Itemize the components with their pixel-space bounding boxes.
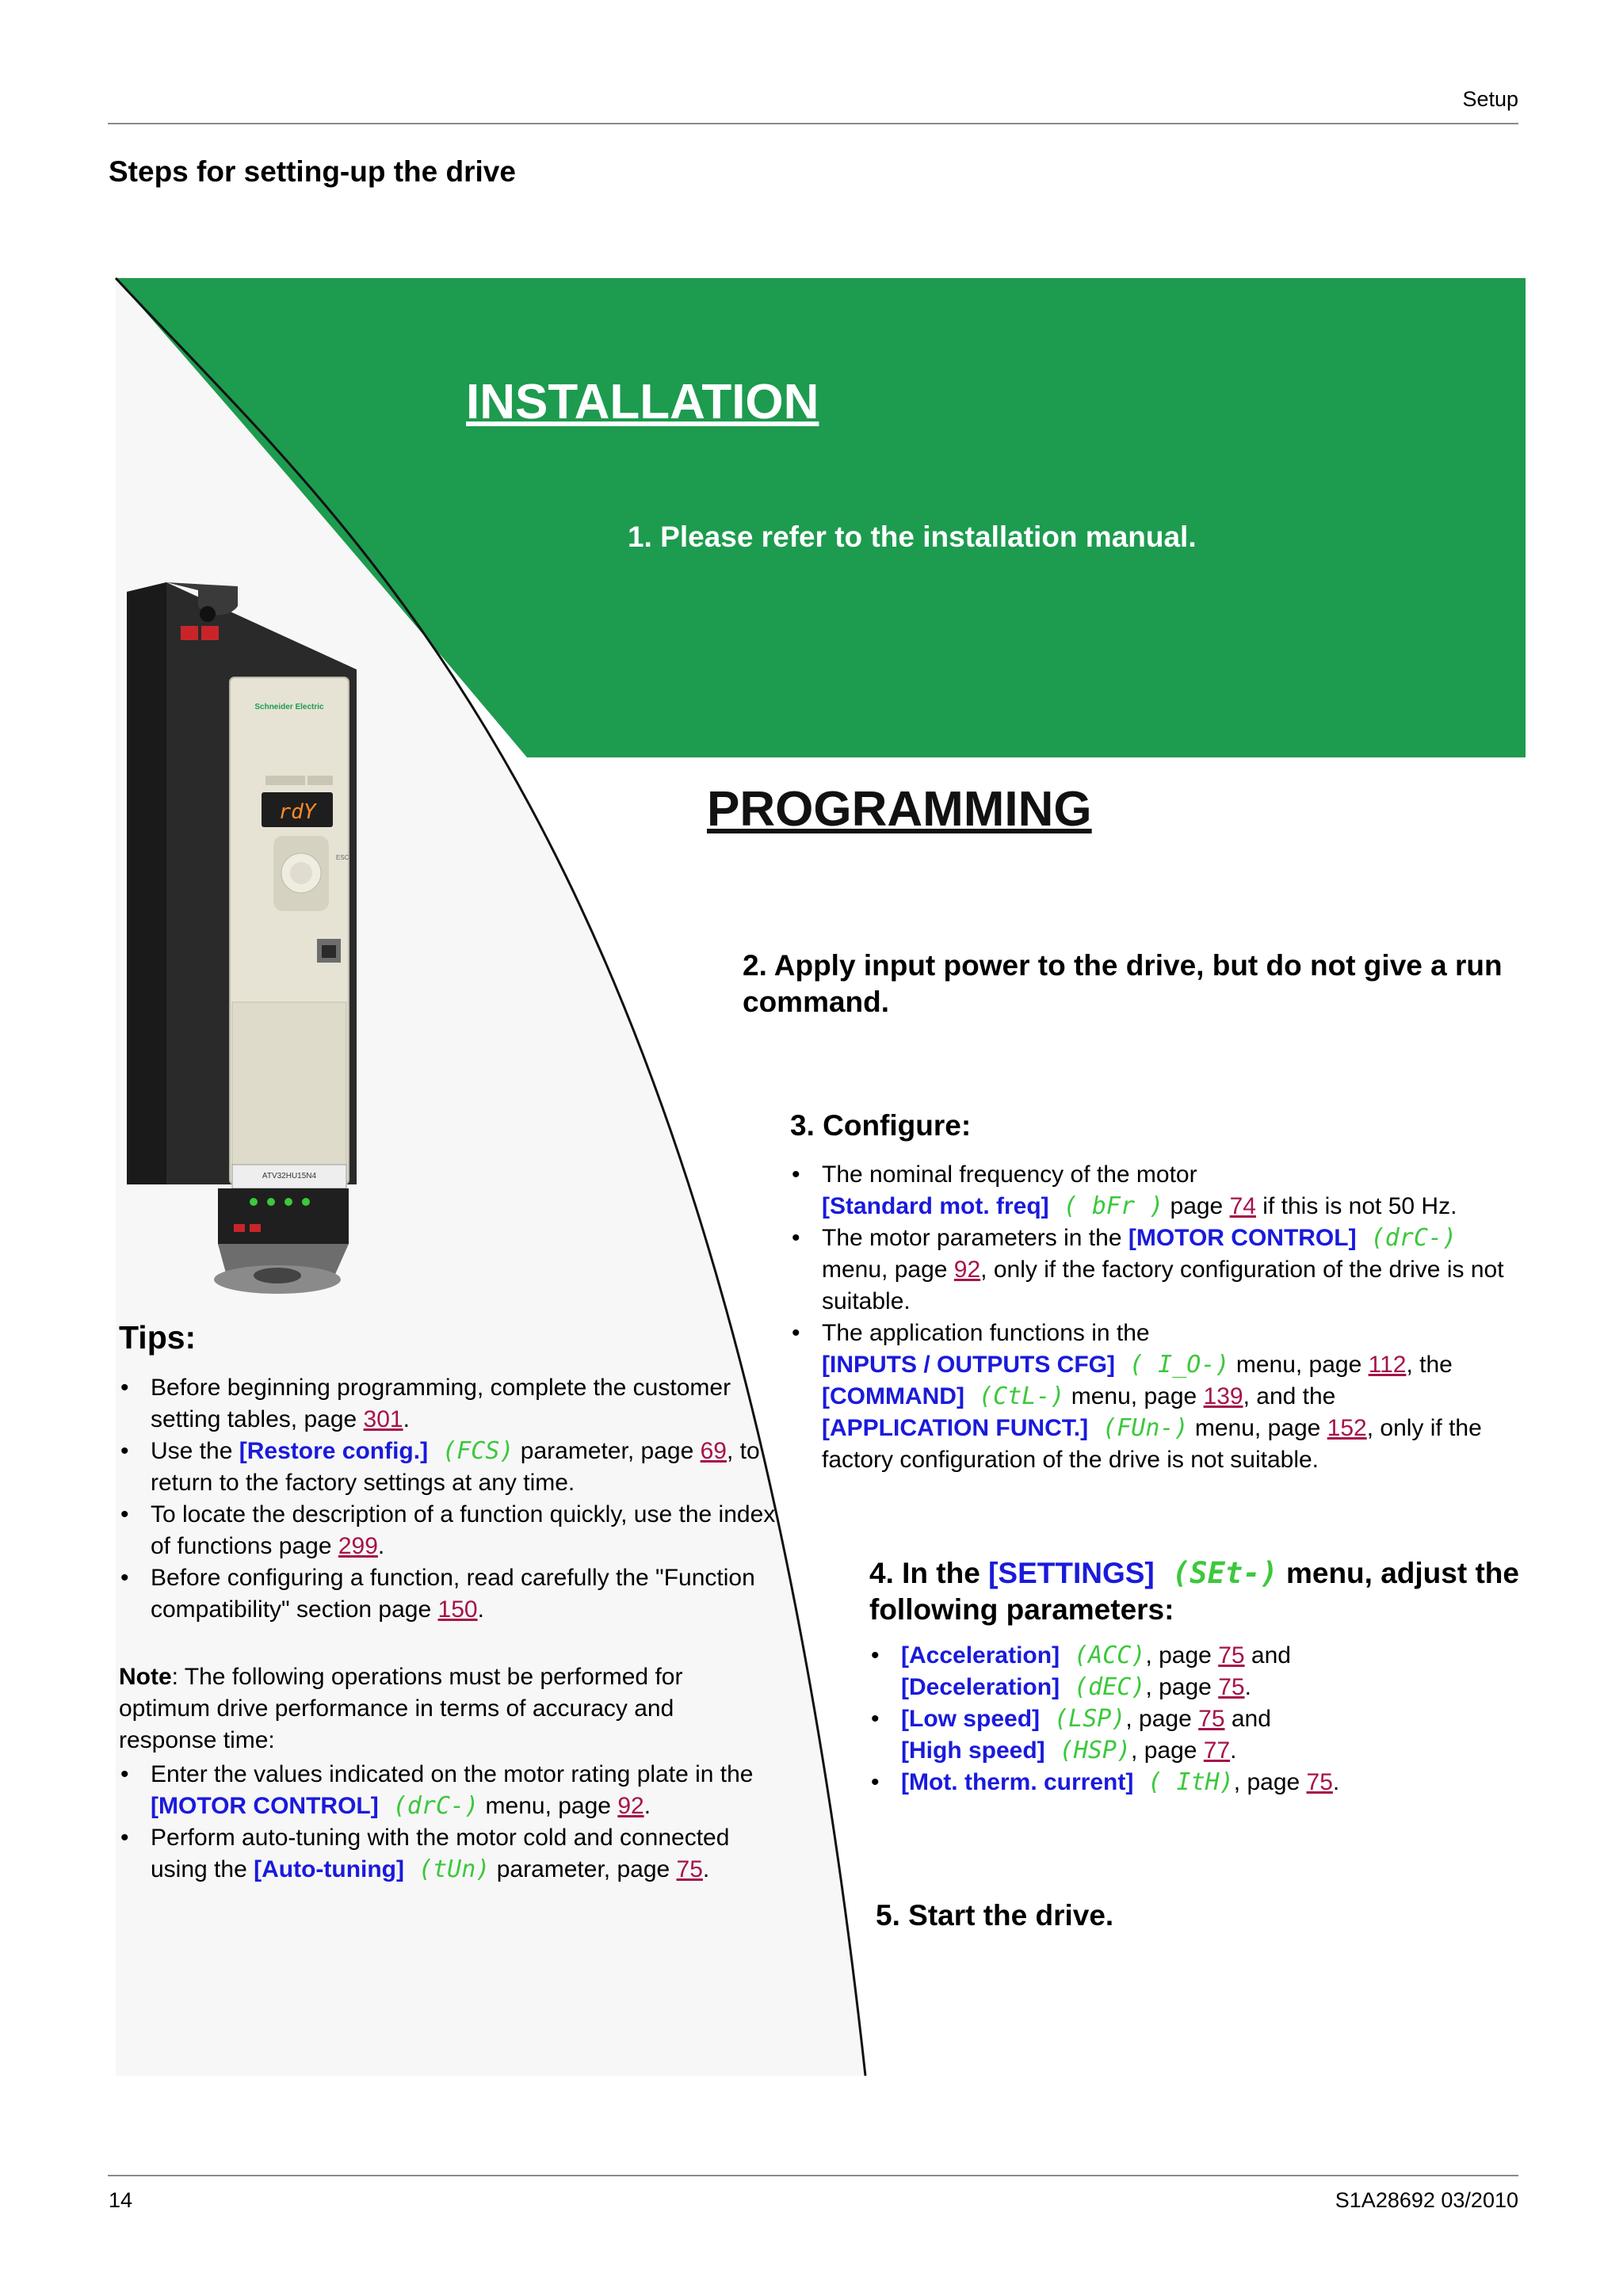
parameter-code: ( xyxy=(1048,1192,1092,1220)
body-text: , page xyxy=(1131,1737,1204,1764)
bullet-icon: • xyxy=(120,1825,129,1851)
tips-title: Tips: xyxy=(119,1319,197,1356)
list-item xyxy=(119,1822,785,1886)
body-text: . xyxy=(1244,1674,1251,1700)
page-link[interactable]: 75 xyxy=(1198,1706,1225,1732)
bullet-icon: • xyxy=(871,1769,880,1795)
list-item xyxy=(869,1640,1519,1703)
list-item xyxy=(790,1318,1519,1476)
body-text: menu, page xyxy=(1188,1415,1327,1441)
list-item xyxy=(790,1222,1519,1318)
page-link[interactable]: 139 xyxy=(1203,1383,1243,1409)
body-text: Use the xyxy=(151,1438,239,1464)
body-text: parameter, page xyxy=(514,1438,701,1464)
body-text: The nominal frequency of the motor xyxy=(822,1161,1197,1188)
parameter-name: [MOTOR CONTROL] xyxy=(151,1793,379,1819)
body-text: and xyxy=(1224,1706,1271,1732)
parameter-code: (FCS) xyxy=(428,1437,514,1465)
model-label: ATV32HU15N4 xyxy=(262,1172,317,1180)
bullet-icon: • xyxy=(871,1706,880,1732)
parameter-code: (FUn-) xyxy=(1088,1414,1189,1442)
bullet-icon: • xyxy=(792,1225,800,1251)
body-text: menu, page xyxy=(1229,1352,1369,1378)
note-label: Note xyxy=(119,1664,172,1690)
page-number: 14 xyxy=(109,2188,133,2212)
page-link[interactable]: 75 xyxy=(1306,1769,1333,1795)
body-text: , only if the factory configuration of the drive is not suitable. xyxy=(822,1257,1504,1314)
programming-step5: 5. Start the drive. xyxy=(876,1899,1114,1932)
terminal-block xyxy=(218,1188,349,1244)
list-item xyxy=(869,1767,1519,1798)
body-text: menu, adjust the following parameters: xyxy=(869,1557,1519,1626)
body-text: page xyxy=(1163,1193,1230,1219)
note-list xyxy=(119,1759,785,1886)
parameter-name: [Restore config.] xyxy=(239,1438,429,1464)
esc-label: ESC xyxy=(336,854,349,861)
parameter-name: [Low speed] xyxy=(901,1706,1041,1732)
doc-reference: S1A28692 03/2010 xyxy=(1335,2188,1518,2212)
body-text: . xyxy=(403,1406,410,1432)
body-text: , and the xyxy=(1243,1383,1336,1409)
body-text: menu, page xyxy=(822,1257,954,1283)
parameter-code: (SEt-) xyxy=(1154,1556,1278,1590)
parameter-code: (HSP) xyxy=(1044,1737,1132,1764)
footer-rule xyxy=(108,2175,1518,2176)
parameter-code: (drC-) xyxy=(378,1792,479,1820)
body-text: . xyxy=(477,1596,484,1623)
body-text: , page xyxy=(1145,1674,1219,1700)
page-link[interactable]: 301 xyxy=(363,1406,403,1432)
parameter-name: [APPLICATION FUNCT.] xyxy=(822,1415,1089,1441)
page-link[interactable]: 150 xyxy=(437,1596,478,1623)
parameter-name: [High speed] xyxy=(901,1737,1045,1764)
list-item xyxy=(790,1159,1519,1222)
page-link[interactable]: 152 xyxy=(1327,1415,1367,1441)
bullet-icon: • xyxy=(871,1642,880,1669)
body-text: Before configuring a function, read carefully the "Function compatibility" section page xyxy=(151,1565,755,1623)
note-paragraph xyxy=(119,1661,753,1756)
tips-list xyxy=(119,1372,785,1626)
bullet-icon: • xyxy=(792,1320,800,1346)
page-link[interactable]: 77 xyxy=(1203,1737,1231,1764)
parameter-name: [Standard mot. freq] xyxy=(822,1193,1049,1219)
page-link[interactable]: 299 xyxy=(338,1533,378,1559)
body-text: , page xyxy=(1233,1769,1307,1795)
list-item xyxy=(869,1703,1519,1767)
bullet-icon: • xyxy=(792,1161,800,1188)
body-text: , page xyxy=(1145,1642,1219,1669)
page-title: Steps for setting-up the drive xyxy=(109,155,516,188)
parameter-code: (ACC) xyxy=(1060,1642,1146,1669)
parameter-code: bFr xyxy=(1091,1192,1136,1220)
body-text: Perform auto-tuning with the motor cold and connected using the xyxy=(151,1825,730,1882)
note-text: : The following operations must be performed for optimum drive performance in terms of accuracy and response time: xyxy=(119,1664,683,1753)
body-text: if this is not 50 Hz. xyxy=(1255,1193,1457,1219)
warning-label-icon xyxy=(181,626,198,640)
page-link[interactable]: 75 xyxy=(1218,1674,1245,1700)
parameter-name: [Auto-tuning] xyxy=(254,1856,404,1882)
body-text: , the xyxy=(1406,1352,1453,1378)
bullet-icon: • xyxy=(120,1438,129,1464)
body-text: 4. In the xyxy=(869,1557,989,1589)
parameter-code: ( ItH) xyxy=(1133,1768,1234,1796)
body-text: parameter, page xyxy=(490,1856,677,1882)
body-text: . xyxy=(643,1793,651,1819)
body-text: To locate the description of a function quickly, use the index of functions page xyxy=(151,1501,776,1559)
page-link[interactable]: 92 xyxy=(617,1793,644,1819)
body-text: Enter the values indicated on the motor rating plate in the xyxy=(151,1761,754,1787)
list-item xyxy=(119,1436,785,1499)
page-link[interactable]: 92 xyxy=(953,1257,981,1283)
step3-list xyxy=(790,1159,1519,1476)
drive-illustration xyxy=(119,582,357,1323)
display-readout: rdY xyxy=(278,800,316,824)
bullet-icon: • xyxy=(120,1565,129,1591)
body-text: . xyxy=(1230,1737,1237,1764)
body-text: , to return to the factory settings at any time. xyxy=(151,1438,760,1496)
body-text: The application functions in the xyxy=(822,1320,1150,1346)
parameter-code: (LSP) xyxy=(1040,1705,1126,1733)
list-item xyxy=(119,1499,785,1562)
body-text: menu, page xyxy=(479,1793,618,1819)
step4-list xyxy=(869,1640,1519,1798)
parameter-code: ) xyxy=(1135,1192,1164,1220)
parameter-name: [Mot. therm. current] xyxy=(901,1769,1134,1795)
parameter-name: [MOTOR CONTROL] xyxy=(1128,1225,1357,1251)
parameter-name: [INPUTS / OUTPUTS CFG] xyxy=(822,1352,1115,1378)
body-text: . xyxy=(1332,1769,1340,1795)
page-link[interactable]: 69 xyxy=(700,1438,727,1464)
parameter-name: [COMMAND] xyxy=(822,1383,964,1409)
parameter-code: (tUn) xyxy=(404,1855,491,1883)
list-item xyxy=(119,1759,785,1822)
list-item xyxy=(119,1562,785,1626)
bullet-icon: • xyxy=(120,1501,129,1527)
installation-step1: 1. Please refer to the installation manual. xyxy=(628,521,1197,553)
body-text: menu, page xyxy=(1064,1383,1204,1409)
body-text: . xyxy=(702,1856,710,1882)
programming-step2: 2. Apply input power to the drive, but do not give a run command. xyxy=(743,949,1503,1018)
body-text: and xyxy=(1244,1642,1291,1669)
page-link[interactable]: 112 xyxy=(1368,1352,1407,1378)
programming-step3-title: 3. Configure: xyxy=(790,1109,972,1142)
body-text: Before beginning programming, complete the customer setting tables, page xyxy=(151,1375,731,1432)
parameter-code: ( I_O-) xyxy=(1115,1351,1230,1379)
list-item xyxy=(119,1372,785,1436)
body-text: , page xyxy=(1125,1706,1199,1732)
body-text: . xyxy=(377,1533,385,1559)
body-text: , only if the factory configuration of the drive is not suitable. xyxy=(822,1415,1482,1473)
parameter-name: [Acceleration] xyxy=(901,1642,1060,1669)
parameter-code: (dEC) xyxy=(1060,1673,1146,1701)
page-link[interactable]: 75 xyxy=(1218,1642,1245,1669)
installation-heading: INSTALLATION xyxy=(466,375,819,429)
programming-step4-title xyxy=(869,1555,1519,1628)
body-text: The motor parameters in the xyxy=(822,1225,1128,1251)
header-section: Setup xyxy=(1462,87,1518,111)
parameter-code: (drC-) xyxy=(1356,1224,1457,1252)
warning-label-icon xyxy=(201,626,219,640)
brand-logo: Schneider Electric xyxy=(254,703,324,711)
page-link[interactable]: 74 xyxy=(1229,1193,1256,1219)
parameter-name: [Deceleration] xyxy=(901,1674,1060,1700)
programming-heading: PROGRAMMING xyxy=(707,782,1092,837)
page-link[interactable]: 75 xyxy=(676,1856,703,1882)
parameter-name: [SETTINGS] xyxy=(988,1557,1155,1589)
parameter-code: (CtL-) xyxy=(964,1383,1065,1410)
bullet-icon: • xyxy=(120,1761,129,1787)
bullet-icon: • xyxy=(120,1375,129,1401)
